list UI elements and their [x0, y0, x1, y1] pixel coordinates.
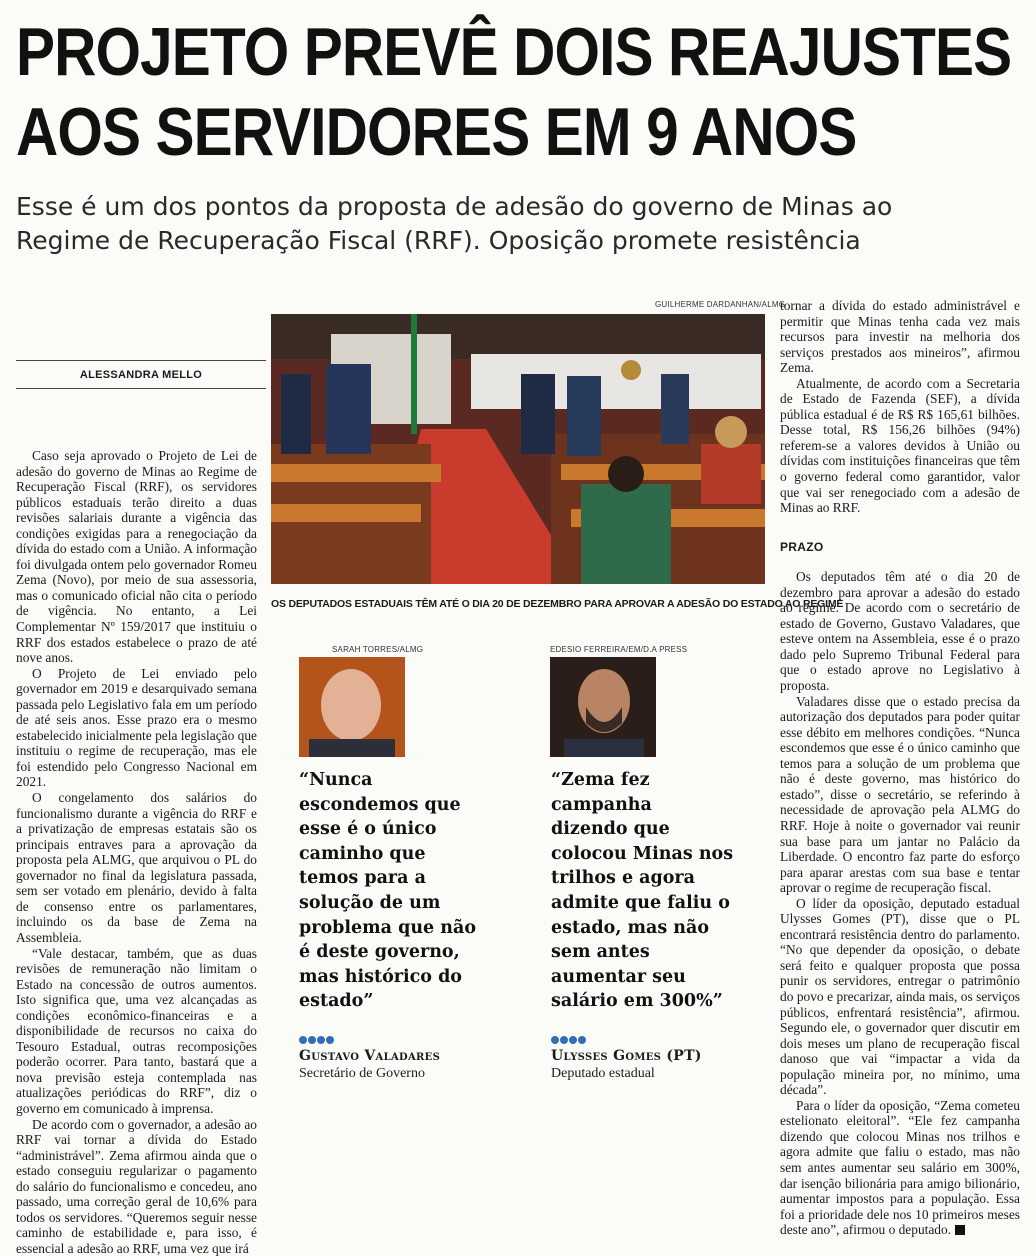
valadares-photo — [299, 657, 405, 757]
quote-line: mas histórico do — [299, 966, 462, 987]
quote-line: “Nunca — [299, 770, 373, 790]
byline: ALESSANDRA MELLO — [79, 369, 203, 381]
article-column-4 — [780, 298, 1020, 1238]
subheadline-line-2: Regime de Recuperação Fiscal (RRF). Oposição promete resistência — [16, 226, 861, 255]
right-photo-credit: EDESIO FERREIRA/EM/D.A PRESS — [550, 645, 688, 654]
quote-author-role-right: Deputado estadual — [551, 1066, 655, 1081]
quote-line: “Zema fez — [551, 770, 650, 790]
quote-line: caminho que — [299, 843, 426, 864]
plenary-photo-illustration — [271, 314, 765, 584]
quote-line: salário em 300%” — [551, 991, 723, 1012]
portrait-illustration — [550, 657, 656, 757]
end-of-article-mark — [955, 1225, 965, 1235]
paragraph: Valadares disse que o estado precisa da autorização dos deputados para poder quitar esse débito em melhores condições. “Nunca escondemos que esse é o único caminho que temos para a solução de um problema que não é deste governo, mas histórico do estado”, disse o secretário, se referindo à necessidade de aprovação pela ALMG do RRF. Hoje à noite o governador vai reunir sua base para um jantar no Palácio da Liberdade. O encontro faz parte do esforço para aparar arestas com sua base e tentar aprovar o regime de recuperação fiscal. — [780, 693, 1020, 896]
quote-line: escondemos que — [299, 794, 461, 815]
quote-author-name-left: Gustavo Valadares — [299, 1048, 441, 1064]
quote-valadares — [299, 768, 499, 1014]
paragraph — [780, 1098, 1020, 1238]
paragraph-text: Para o líder da oposição, “Zema cometeu estelionato eleitoral”. “Ele fez campanha dizendo que colocou Minas nos trilhos e agora admite que faliu o estado, mas não sem antes aumentar seu salário em 300%, dar isenção bilionária para amigo bilionário, aumentar impostos para a população. Essa foi a prioridade dele nos 10 primeiros meses deste ano”, afirmou o deputado. — [780, 1097, 1020, 1238]
article-column-1 — [16, 448, 257, 1256]
byline-rule-bottom — [16, 388, 266, 389]
paragraph: Os deputados têm até o dia 20 de dezembro para aprovar a adesão do estado ao regime. De acordo com o secretário de estado de Governo, Gustavo Valadares, que esteve ontem na Assembleia, esse é o prazo dado pelo Supremo Tribunal Federal para que o estado aprove no Legislativo à proposta. — [780, 569, 1020, 694]
paragraph: Atualmente, de acordo com a Secretaria de Estado de Fazenda (SEF), a dívida pública estadual é de R$ R$ 165,61 bilhões. Desse total, R$ 156,26 bilhões (94%) referem-se a valores devidos à União ou dívidas com instituições financeiras que têm o governo federal como garantidor, valor que vai ser renegociado com a adesão de Minas ao RRF. — [780, 375, 1020, 516]
main-photo-caption: OS DEPUTADOS ESTADUAIS TÊM ATÉ O DIA 20 DE DEZEMBRO PARA APROVAR A ADESÃO DO ESTADO AO REGIME — [271, 598, 844, 610]
quote-line: colocou Minas nos — [551, 843, 734, 864]
left-photo-credit: SARAH TORRES/ALMG — [332, 645, 424, 654]
quote-line: problema que não — [299, 917, 477, 938]
quote-author-role-left: Secretário de Governo — [299, 1066, 425, 1081]
quote-line: temos para a — [299, 868, 426, 889]
paragraph: tornar a dívida do estado administrável e permitir que Minas tenha cada vez mais recursos para investir na melhoria dos serviços prestados aos mineiros”, afirmou Zema. — [780, 298, 1020, 376]
quote-line: sem antes — [551, 942, 650, 963]
portrait-illustration — [299, 657, 405, 757]
quote-line: trilhos e agora — [551, 868, 695, 889]
paragraph: O congelamento dos salários do funcionalismo durante a vigência do RRF e a privatização de empresas estatais são os principais entraves para a aprovação da proposta pela ALMG, que arquivou o PL do governador no final da legislatura passada, sem ser votado em plenário, devido à falta de consenso entre os parlamentares, incluindo os da base de Zema na Assembleia. — [16, 790, 257, 945]
quote-line: solução de um — [299, 892, 441, 913]
gomes-photo — [550, 657, 656, 757]
headline — [16, 12, 1012, 172]
quote-line: estado” — [299, 991, 374, 1012]
headline-line-2: AOS SERVIDORES EM 9 ANOS — [16, 94, 857, 170]
quote-line: campanha — [551, 794, 652, 815]
main-photo-credit: GUILHERME DARDANHAN/ALMG — [655, 300, 786, 309]
quote-dots-left — [299, 1036, 334, 1044]
quote-line: admite que faliu o — [551, 892, 730, 913]
paragraph: Caso seja aprovado o Projeto de Lei de adesão do governo de Minas ao Regime de Recuperação Fiscal (RRF), os servidores públicos estaduais terão direito a duas revisões salariais durante a vigência das condições exigidas para a renegociação da dívida do estado com a União. A informação foi divulgada ontem pelo governador Romeu Zema (Novo), por meio de sua assessoria, mas o comunicado oficial não cita o período de vigência. No entanto, a Lei Complementar Nº 159/2017 que instituiu o RRF dos estados estabelece o prazo de até nove anos. — [16, 448, 257, 666]
subheadline — [16, 190, 1026, 258]
quote-author-name-right: Ulysses Gomes (PT) — [551, 1048, 702, 1064]
main-photo — [271, 314, 765, 584]
quote-line: aumentar seu — [551, 966, 686, 987]
paragraph: O Projeto de Lei enviado pelo governador em 2019 e desarquivado semana passada pelo Legislativo fala em um período de até seis anos. Esse prazo era o mesmo estabelecido inicialmente pela legislação que instituiu o regime de recuperação, mas ele foi estendido pelo Congresso Nacional em 2021. — [16, 665, 257, 790]
quote-gomes — [551, 768, 751, 1014]
byline-rule-top — [16, 360, 266, 361]
quote-dots-right — [551, 1036, 586, 1044]
paragraph: “Vale destacar, também, que as duas revisões de remuneração não limitam o Estado na concessão de outros aumentos. Isto significa que, uma vez alcançadas as condições econômico-financeiras e a disponibilidade de recursos no caixa do Tesouro Estadual, outras recomposições poderão ocorrer. Para tanto, bastará que a nova previsão esteja contemplada nas atualizações periódicas do RRF”, diz o governo em comunicado à imprensa. — [16, 945, 257, 1116]
quote-line: esse é o único — [299, 819, 437, 840]
quote-line: estado, mas não — [551, 917, 710, 938]
section-title-prazo: PRAZO — [780, 539, 824, 554]
headline-line-1: PROJETO PREVÊ DOIS REAJUSTES — [16, 14, 1012, 90]
subheadline-line-1: Esse é um dos pontos da proposta de adesão do governo de Minas ao — [16, 192, 893, 221]
quote-line: dizendo que — [551, 819, 670, 840]
quote-line: é deste governo, — [299, 942, 460, 963]
paragraph: De acordo com o governador, a adesão ao RRF vai tornar a dívida do Estado “administrável”. Zema afirmou ainda que o estado conseguiu regularizar o pagamento do salário do funcionalismo e concedeu, ano passado, uma correção geral de 10,6% para todos os servidores. “Queremos seguir nesse caminho de estabilidade e, para isso, é essencial a adesão ao RRF, uma vez que irá — [16, 1116, 257, 1256]
paragraph: O líder da oposição, deputado estadual Ulysses Gomes (PT), disse que o PL encontrará resistência dentro do parlamento. “No que depender da oposição, o debate será feito e qualquer proposta que possa punir os servidores, entregar o patrimônio do povo e precarizar, ainda mais, os serviços públicos, enfrentará resistência”, afirmou. Segundo ele, o governador quer discutir em dois meses um plano de recuperação fiscal danoso que vai “impactar a vida da população mineira por, no mínimo, uma década”. — [780, 895, 1020, 1098]
